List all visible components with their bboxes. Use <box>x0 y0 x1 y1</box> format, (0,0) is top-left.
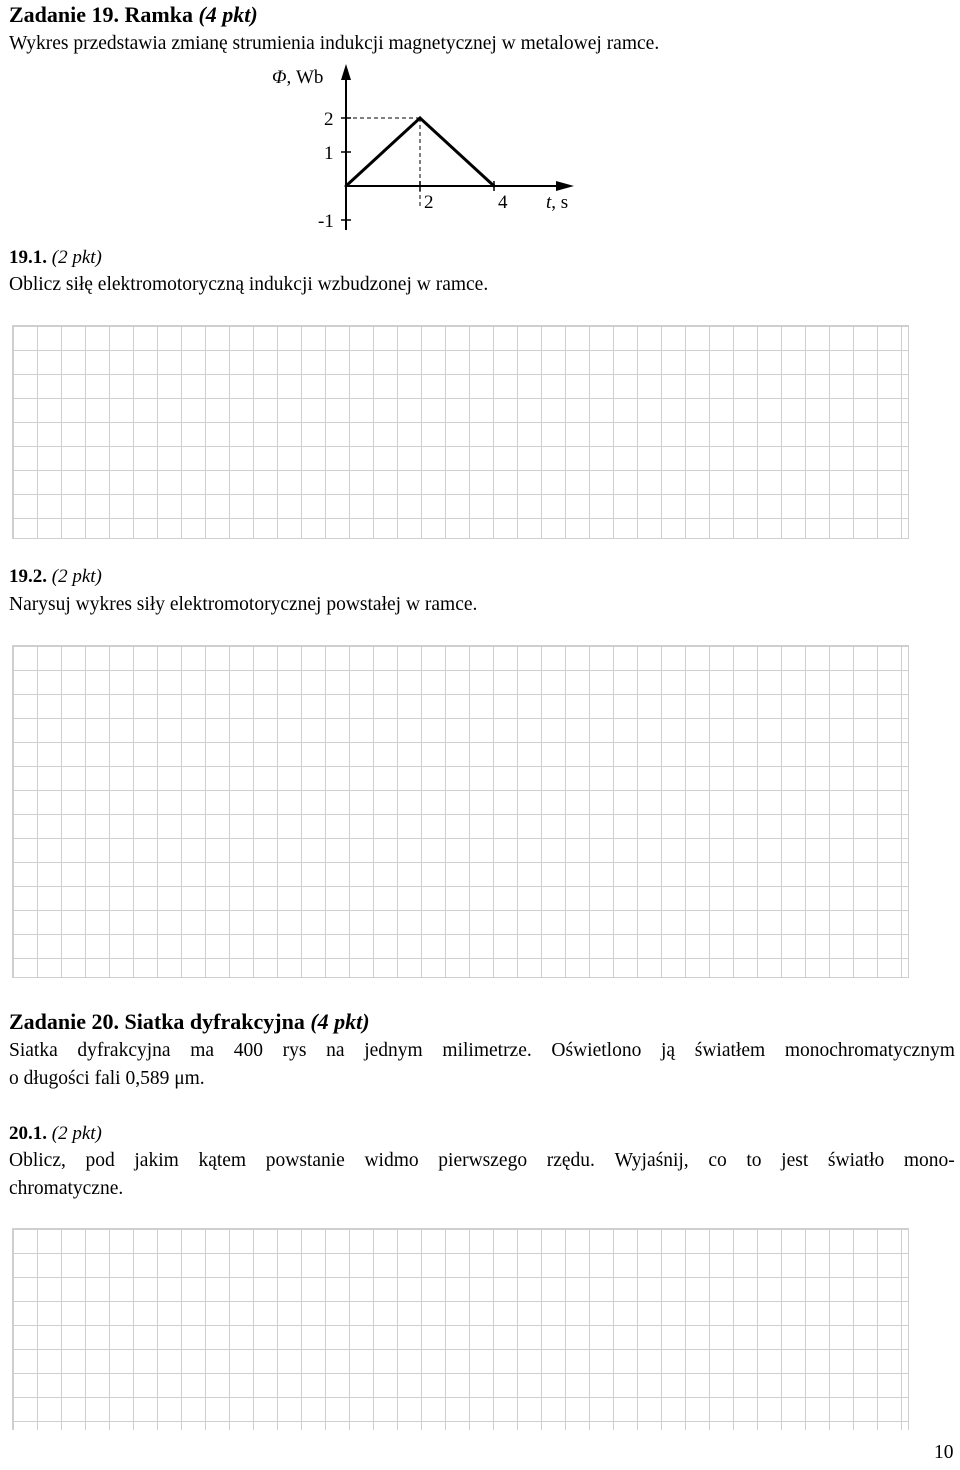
subtask-20-1-word: co <box>708 1150 727 1171</box>
task20-intro-word: dyfrakcyjna <box>77 1040 171 1061</box>
task19-title: Zadanie 19. Ramka (4 pkt) <box>9 2 258 27</box>
subtask-19-2-text: Narysuj wykres siły elektromotorycznej powstałej w ramce. <box>9 594 478 615</box>
subtask-20-1-text-line1 <box>9 1150 955 1172</box>
task20-intro-word: światłem <box>694 1040 766 1061</box>
x-axis-label: t, s <box>546 192 569 213</box>
subtask-20-1-word: pierwszego <box>438 1150 528 1171</box>
answer-grid-20-1[interactable] <box>12 1228 909 1430</box>
subtask-20-1-word: widmo <box>364 1150 419 1171</box>
task20-intro-word: Oświetlono <box>551 1040 642 1061</box>
subtask-19-1-heading: 19.1. (2 pkt) <box>9 247 102 268</box>
task20-intro-line2: o długości fali 0,589 μm. <box>9 1068 205 1089</box>
subtask-20-1-word: pod <box>85 1150 115 1171</box>
flux-graph <box>250 58 590 243</box>
task20-intro-word: ją <box>661 1040 676 1061</box>
task20-intro-word: 400 <box>233 1040 263 1061</box>
flux-data-point <box>419 117 422 120</box>
answer-grid-19-2[interactable] <box>12 645 909 978</box>
subtask-20-1-word: jest <box>781 1150 809 1171</box>
y-axis-label: Φ, Wb <box>272 67 324 88</box>
flux-data-point <box>345 185 348 188</box>
subtask-20-1-word: rzędu. <box>546 1150 595 1171</box>
flux-data-point <box>493 185 496 188</box>
task20-intro-word: milimetrze. <box>442 1040 532 1061</box>
task20-intro-line1 <box>9 1040 955 1062</box>
task20-intro-word: Siatka <box>9 1040 58 1061</box>
subtask-20-1-word: światło <box>827 1150 885 1171</box>
x-tick-label: 4 <box>498 192 508 213</box>
subtask-20-1-word: jakim <box>134 1150 179 1171</box>
subtask-20-1-heading: 20.1. (2 pkt) <box>9 1123 102 1144</box>
subtask-20-1-word: Wyjaśnij, <box>614 1150 689 1171</box>
subtask-20-1-word: to <box>746 1150 762 1171</box>
subtask-20-1-word: mono- <box>903 1150 955 1171</box>
x-tick-label: 2 <box>424 192 434 213</box>
y-tick-label: 1 <box>324 143 334 164</box>
y-tick-label: -1 <box>318 211 334 232</box>
task20-intro-word: na <box>326 1040 345 1061</box>
task20-intro-word: monochromatycznym <box>784 1040 955 1061</box>
task20-title: Zadanie 20. Siatka dyfrakcyjna (4 pkt) <box>9 1009 370 1034</box>
task20-intro-word: ma <box>190 1040 215 1061</box>
subtask-20-1-word: kątem <box>198 1150 247 1171</box>
subtask-20-1-word: powstanie <box>265 1150 345 1171</box>
subtask-19-2-heading: 19.2. (2 pkt) <box>9 566 102 587</box>
task19-intro: Wykres przedstawia zmianę strumienia indukcji magnetycznej w metalowej ramce. <box>9 33 660 54</box>
task20-intro-word: rys <box>282 1040 307 1061</box>
y-tick-label: 2 <box>324 109 334 130</box>
page-number: 10 <box>934 1442 954 1463</box>
y-axis-arrow <box>341 64 351 80</box>
answer-grid-19-1[interactable] <box>12 325 909 539</box>
task20-intro-word: jednym <box>364 1040 423 1061</box>
subtask-20-1-word: Oblicz, <box>9 1150 66 1171</box>
x-axis-arrow <box>556 181 574 191</box>
subtask-19-1-text: Oblicz siłę elektromotoryczną indukcji wzbudzonej w ramce. <box>9 274 489 295</box>
subtask-20-1-text-line2: chromatyczne. <box>9 1178 124 1199</box>
